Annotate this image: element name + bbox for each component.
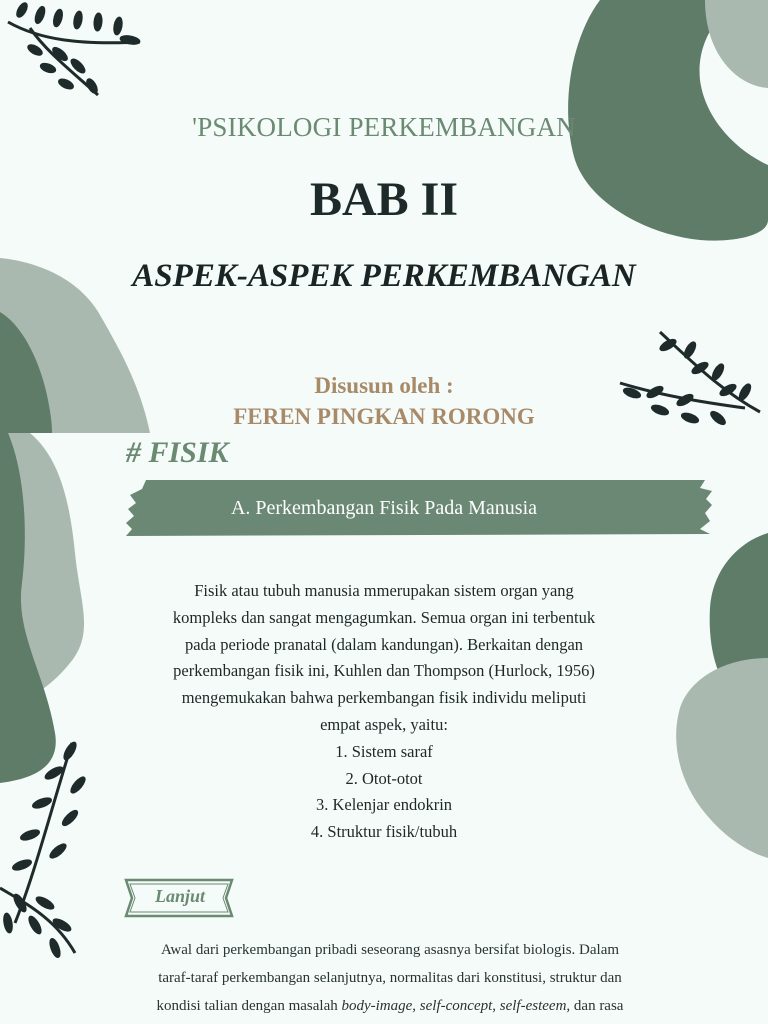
- paragraph-text: dan rasa: [570, 998, 624, 1014]
- paragraph-text: kondisi talian dengan masalah: [156, 998, 342, 1014]
- term-body-image: body-image: [341, 998, 413, 1014]
- content-page: [0, 433, 768, 1024]
- paragraph-line: [112, 992, 668, 1020]
- leaf-branch-icon: [8, 1, 141, 95]
- author-label: Disusun oleh :: [314, 373, 454, 398]
- body-line: pada periode pranatal (dalam kandungan). Berkaitan dengan: [184, 634, 584, 654]
- paragraph-line: Awal dari perkembangan pribadi seseorang asasnya bersifat biologis. Dalam: [160, 942, 620, 958]
- body-line: perkembangan fisik ini, Kuhlen dan Thompson (Hurlock, 1956): [173, 661, 595, 681]
- course-title: 'PSIKOLOGI PERKEMBANGAN: [192, 112, 576, 142]
- section-heading: # FISIK: [126, 436, 229, 469]
- lanjut-button[interactable]: Lanjut: [154, 886, 206, 906]
- cover-page: [0, 0, 768, 433]
- paragraph-text: ,: [492, 998, 500, 1014]
- body-line: Fisik atau tubuh manusia mmerupakan sistem organ yang: [194, 581, 574, 600]
- blob-shape: [705, 0, 768, 88]
- list-item: 3. Kelenjar endokrin: [315, 795, 453, 815]
- banner-title: A. Perkembangan Fisik Pada Manusia: [230, 497, 538, 519]
- paragraph: [112, 936, 668, 1020]
- blob-shape: [676, 658, 768, 858]
- list-item: 2. Otot-otot: [345, 768, 423, 788]
- list-item: 4. Struktur fisik/tubuh: [310, 822, 458, 842]
- author-name: FEREN PINGKAN RORONG: [233, 404, 535, 429]
- body-line: mengemukakan bahwa perkembangan fisik individu meliputi: [181, 688, 587, 708]
- body-line: empat aspek, yaitu:: [320, 714, 448, 734]
- chapter-title: BAB II: [309, 173, 459, 226]
- list-item: 1. Sistem saraf: [335, 741, 433, 761]
- term-self-concept: self-concept: [419, 998, 493, 1014]
- term-self-esteem: self-esteem,: [499, 998, 571, 1014]
- body-line: kompleks dan sangat mengagumkan. Semua organ ini terbentuk: [172, 607, 596, 627]
- paragraph-text: ,: [412, 998, 420, 1014]
- chapter-subtitle: ASPEK-ASPEK PERKEMBANGAN: [132, 258, 636, 294]
- body-text: [130, 578, 638, 846]
- paragraph-line: taraf-taraf perkembangan selanjutnya, normalitas dari konstitusi, struktur dan: [158, 970, 622, 986]
